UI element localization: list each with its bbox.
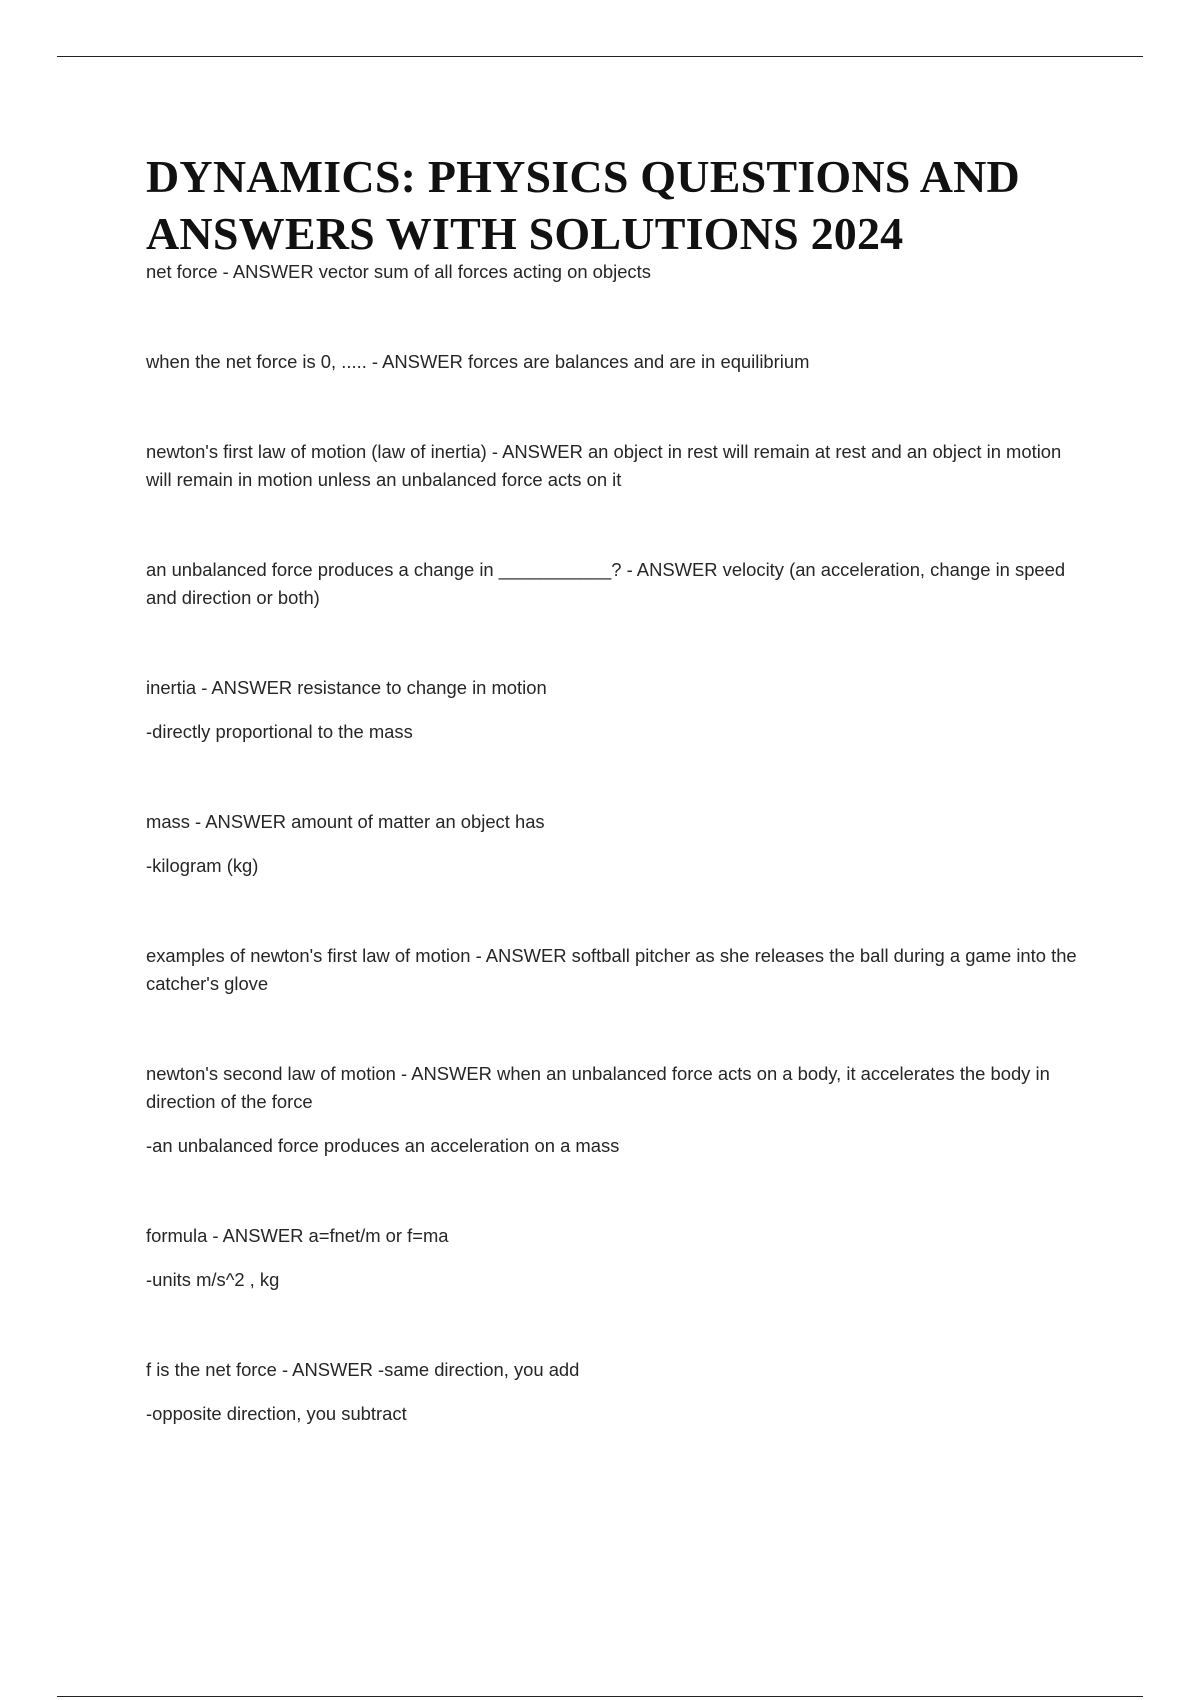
qa-text: f is the net force - ANSWER -same direction, you add — [146, 1359, 580, 1380]
qa-text: examples of newton's first law of motion - ANSWER softball pitcher as she releases the ball during a game into the catcher's glove — [146, 945, 1082, 994]
qa-text: inertia - ANSWER resistance to change in motion — [146, 677, 547, 698]
bottom-rule — [57, 1696, 1143, 1697]
top-rule — [57, 56, 1143, 57]
qa-text: net force - ANSWER vector sum of all forces acting on objects — [146, 261, 651, 282]
qa-item-net-force-zero — [146, 348, 1086, 376]
qa-item-mass — [146, 808, 1086, 880]
qa-text: an unbalanced force produces a change in ___________? - ANSWER velocity (an acceleration, change in speed and direction or both) — [146, 559, 1071, 608]
qa-item-unbalanced-force — [146, 556, 1086, 612]
qa-item-net-force-direction — [146, 1356, 1086, 1428]
qa-text: when the net force is 0, ..... - ANSWER forces are balances and are in equilibrium — [146, 351, 810, 372]
qa-text: newton's first law of motion (law of inertia) - ANSWER an object in rest will remain at rest and an object in motion will remain in motion unless an unbalanced force acts on it — [146, 441, 1067, 490]
qa-text: -directly proportional to the mass — [146, 721, 413, 742]
qa-text: -an unbalanced force produces an acceleration on a mass — [146, 1135, 620, 1156]
qa-text: -opposite direction, you subtract — [146, 1403, 407, 1424]
qa-text: -units m/s^2 , kg — [146, 1269, 280, 1290]
qa-text: newton's second law of motion - ANSWER when an unbalanced force acts on a body, it accelerates the body in direction of the force — [146, 1063, 1055, 1112]
qa-item-formula — [146, 1222, 1086, 1294]
title-line-2: ANSWERS WITH SOLUTIONS 2024 — [146, 208, 904, 259]
qa-text: formula - ANSWER a=fnet/m or f=ma — [146, 1225, 449, 1246]
qa-list — [146, 258, 1086, 1428]
qa-text: -kilogram (kg) — [146, 855, 259, 876]
document-body — [146, 148, 1086, 1428]
document-title — [146, 148, 1086, 262]
title-line-1: DYNAMICS: PHYSICS QUESTIONS AND — [146, 151, 1020, 202]
qa-item-inertia — [146, 674, 1086, 746]
qa-item-first-law — [146, 438, 1086, 494]
qa-item-second-law — [146, 1060, 1086, 1160]
qa-text: mass - ANSWER amount of matter an object has — [146, 811, 545, 832]
qa-item-first-law-examples — [146, 942, 1086, 998]
qa-item-net-force — [146, 258, 1086, 286]
